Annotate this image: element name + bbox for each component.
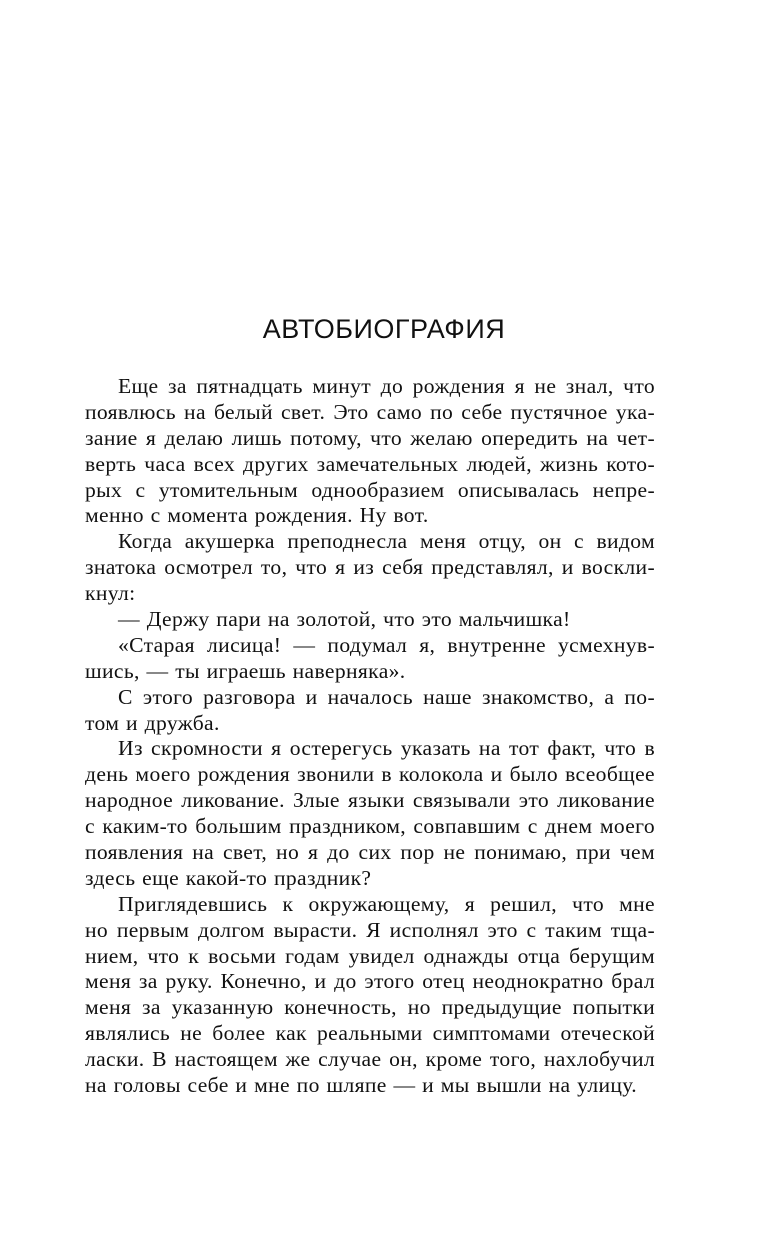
text-line: Еще за пятнадцать минут до рождения я не знал, что [118,374,655,398]
text-line: ласки. В настоящем же случае он, кроме того, нахлобучил [85,1047,655,1072]
text-line: кнул: [85,581,136,606]
text-line: на головы себе и мне по шляпе — и мы вышли на улицу. [85,1073,638,1098]
text-line: но первым долгом вырасти. Я исполнял это с таким тща- [85,917,655,942]
text-line: рых с утомительным однообразием описывалась непре- [85,477,655,502]
text-line: зание я делаю лишь потому, что желаю опередить на чет- [85,425,655,450]
text-line: здесь еще какой-то праздник? [85,865,372,890]
text-line: являлись не более как реальными симптомами отеческой [85,1021,655,1046]
text-line: знатока осмотрел то, что я из себя представлял, и воскли- [85,555,655,580]
text-line: нием, что к восьми годам увидел однажды отца берущим [85,943,655,968]
text-line: Приглядевшись к окружающему, я решил, что мне [118,891,655,916]
text-line: Из скромности я остерегусь указать на тот факт, что в [118,736,655,761]
text-line: «Старая лисица! — подумал я, внутренне усмехнув- [118,632,655,657]
chapter-title: АВТОБИОГРАФИЯ [262,314,506,344]
text-line: верть часа всех других замечательных людей, жизнь кото- [85,451,655,476]
text-line: с каким-то большим праздником, совпавшим с днем моего [85,814,655,839]
text-line: менно с момента рождения. Ну вот. [85,503,429,528]
text-line: меня за руку. Конечно, и до этого отец неоднократно брал [85,969,655,994]
text-line: — Держу пари на золотой, что это мальчишка! [118,607,571,632]
text-line: народное ликование. Злые языки связывали это ликование [85,788,655,813]
text-line: день моего рождения звонили в колокола и было всеобщее [85,762,655,787]
text-line: шись, — ты играешь наверняка». [85,658,406,683]
body-text [85,374,655,1099]
text-line: том и дружба. [85,710,220,735]
text-line: появления на свет, но я до сих пор не понимаю, при чем [85,840,655,865]
text-line: Когда акушерка преподнесла меня отцу, он с видом [118,529,655,554]
text-line: меня за указанную конечность, но предыдущие попытки [85,995,655,1020]
text-line: появлюсь на белый свет. Это само по себе пустячное ука- [85,399,655,424]
text-line: С этого разговора и началось наше знакомство, а по- [118,684,655,709]
